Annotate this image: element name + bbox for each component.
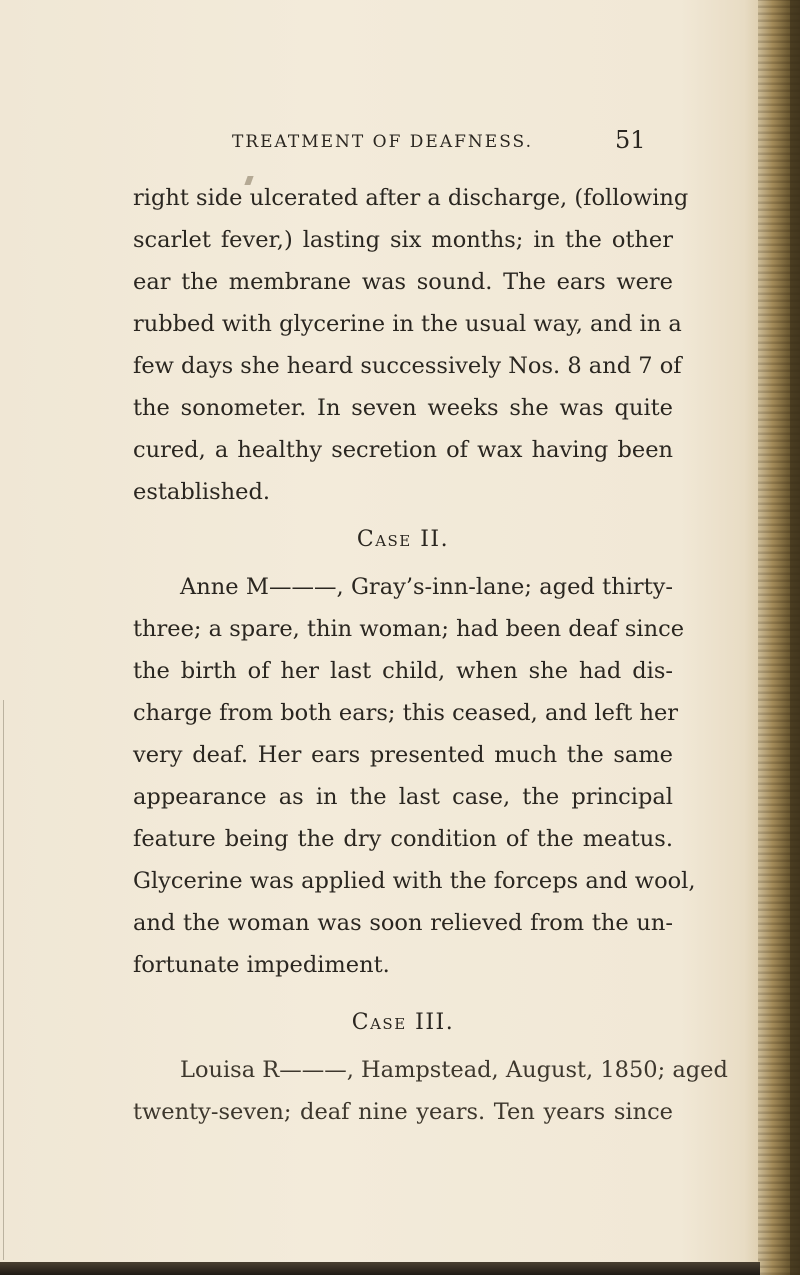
text-line: Glycerine was applied with the forceps and wool, xyxy=(133,868,696,894)
text-line: feature being the dry condition of the meatus. xyxy=(133,826,673,852)
running-head: TREATMENT OF DEAFNESS. xyxy=(232,132,533,152)
text-line: established. xyxy=(133,479,271,505)
text-line: Louisa R———, Hampstead, August, 1850; aged xyxy=(180,1057,728,1083)
text-line: Anne M———, Gray’s-inn-lane; aged thirty- xyxy=(180,574,673,600)
text-line: right side ulcerated after a discharge, (following xyxy=(133,185,689,211)
text-line: appearance as in the last case, the principal xyxy=(133,784,673,810)
text-line: charge from both ears; this ceased, and left her xyxy=(133,700,679,726)
text-line: fortunate impediment. xyxy=(133,952,390,978)
text-line: twenty-seven; deaf nine years. Ten years since xyxy=(133,1099,673,1125)
text-line: ear the membrane was sound. The ears were xyxy=(133,269,673,295)
case-heading: Case II. xyxy=(356,527,450,552)
bottom-shadow-bar xyxy=(0,1262,760,1275)
page-header xyxy=(232,126,662,160)
text-line: scarlet fever,) lasting six months; in the other xyxy=(133,227,673,253)
text-line: cured, a healthy secretion of wax having been xyxy=(133,437,673,463)
text-line: very deaf. Her ears presented much the same xyxy=(133,742,673,768)
text-line: rubbed with glycerine in the usual way, and in a xyxy=(133,311,682,337)
text-line: three; a spare, thin woman; had been deaf since xyxy=(133,616,685,642)
binding-shadow xyxy=(790,0,800,1275)
text-line: and the woman was soon relieved from the un- xyxy=(133,910,673,936)
text-line: few days she heard successively Nos. 8 and 7 of xyxy=(133,353,682,379)
page-number: 51 xyxy=(615,126,646,154)
text-line: the sonometer. In seven weeks she was quite xyxy=(133,395,673,421)
text-line: the birth of her last child, when she had dis- xyxy=(133,658,673,684)
case-heading: Case III. xyxy=(351,1010,455,1035)
gutter-line xyxy=(3,700,4,1260)
